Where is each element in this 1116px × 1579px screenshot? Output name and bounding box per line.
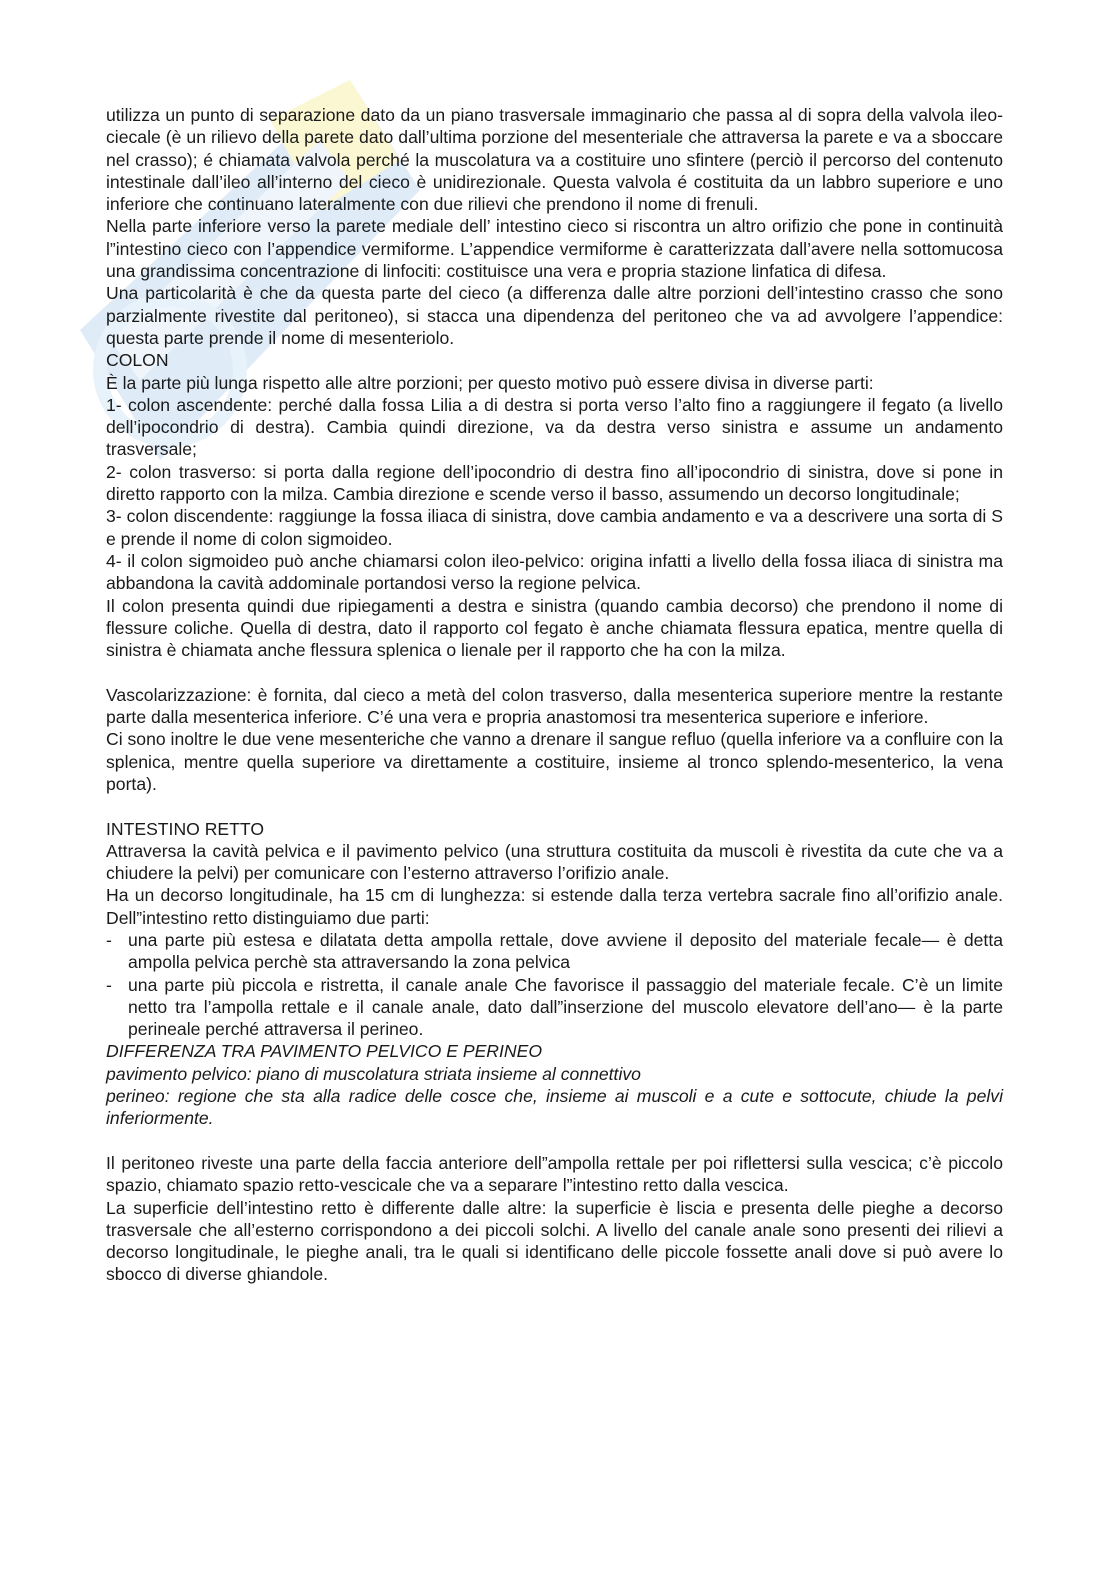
paragraph: 3- colon discendente: raggiunge la fossa iliaca di sinistra, dove cambia andamento e va a descrivere una sorta di S e prende il nome di colon sigmoideo. (106, 506, 1003, 549)
blank-line (106, 795, 1003, 817)
section-heading-colon: COLON (106, 350, 169, 371)
paragraph: 2- colon trasverso: si porta dalla regione dell’ipocondrio di destra fino all’ipocondrio di sinistra, dove si pone in diretto rapporto con la milza. Cambia direzione e scende verso il basso, assumendo un decorso longitudinale; (106, 461, 1003, 505)
paragraph: Il colon presenta quindi due ripiegamenti a destra e sinistra (quando cambia decorso) che prendono il nome di flessure coliche. Quella di destra, dato il rapporto col fegato è anche chiamata flessura epatica, mentre quella di sinistra è chiamata anche flessura splenica o lienale per il rapporto che ha con la milza. (106, 595, 1003, 661)
paragraph: Ci sono inoltre le due vene mesenteriche che vanno a drenare il sangue refluo (quella inferiore va a confluire con la splenica, mentre quella superiore va direttamente a costituire, insieme al tronco splendo-mesenterico, la vena porta). (106, 729, 1003, 794)
italic-heading: DIFFERENZA TRA PAVIMENTO PELVICO E PERINEO (106, 1041, 543, 1062)
section-heading-intestino-retto: INTESTINO RETTO (106, 818, 265, 839)
blank-line (106, 1130, 1003, 1152)
paragraph: Nella parte inferiore verso la parete mediale dell’ intestino cieco si riscontra un altro orifizio che pone in continuità l”intestino cieco con l’appendice vermiforme. L’appendice vermiforme è caratterizzata dall’avere nella sottomucosa una grandissima concentrazione di linfociti: costituisce una vera e propria stazione linfatica di difesa. (106, 216, 1003, 282)
paragraph: 1- colon ascendente: perché dalla fossa Lilia a di destra si porta verso l’alto fino a raggiungere il fegato (a livello dell’ipocondrio di destra). Cambia quindi direzione, va da destra verso sinistra e assume un andamento trasversale; (106, 394, 1003, 460)
paragraph: 4- il colon sigmoideo può anche chiamarsi colon ileo-pelvico: origina infatti a livello della fossa iliaca di sinistra ma abbandona la cavità addominale portandosi verso la regione pelvica. (106, 550, 1003, 594)
list-item: - una parte più piccola e ristretta, il canale anale Che favorisce il passaggio del materiale fecale. C’è un limite netto tra l’ampolla rettale e il canale anale, dato dall”inserzione del muscolo elevatore dell’ano— è la parte perineale perché attraversa il perineo. (106, 974, 1003, 1041)
paragraph: utilizza un punto di separazione dato da un piano trasversale immaginario che passa al di sopra della valvola ileo-ciecale (è un rilievo della parete dato dall’ultima porzione del mesenteriale che attraversa la parete e va a sboccare nel crasso); é chiamata valvola perché la muscolatura va a costituire uno sfintere (perciò il percorso del contenuto intestinale dall’ileo all’interno del cieco è unidirezionale. Questa valvola é costituita da un labbro superiore e uno inferiore che continuano lateralmente con due rilievi che prendono il nome di frenuli. (106, 105, 1003, 215)
italic-paragraph: perineo: regione che sta alla radice delle cosce che, insieme ai muscoli e a cute e sottocute, chiude la pelvi inferiormente. (106, 1086, 1003, 1129)
italic-paragraph: pavimento pelvico: piano di muscolatura striata insieme al connettivo (106, 1063, 641, 1084)
paragraph: La superficie dell’intestino retto è differente dalle altre: la superficie è liscia e presenta delle pieghe a decorso trasversale che all’esterno corrispondono a dei piccoli solchi. A livello del canale anale sono presenti dei rilievi a decorso longitudinale, le pieghe anali, tra le quali si identificano delle piccole fossette anali dove si può avere lo sbocco di diverse ghiandole. (106, 1197, 1003, 1285)
paragraph: È la parte più lunga rispetto alle altre porzioni; per questo motivo può essere divisa in diverse parti: (106, 372, 874, 393)
list-item: - una parte più estesa e dilatata detta ampolla rettale, dove avviene il deposito del materiale fecale— è detta ampolla pelvica perchè sta attraversando la zona pelvica (106, 929, 1003, 974)
paragraph: Ha un decorso longitudinale, ha 15 cm di lunghezza: si estende dalla terza vertebra sacrale fino all’orifizio anale. Dell”intestino retto distinguiamo due parti: (106, 885, 1003, 928)
paragraph: Il peritoneo riveste una parte della faccia anteriore dell”ampolla rettale per poi riflettersi sulla vescica; c’è piccolo spazio, chiamato spazio retto-vescicale che va a separare l”intestino retto dalla vescica. (106, 1152, 1003, 1196)
paragraph: Una particolarità è che da questa parte del cieco (a differenza dalle altre porzioni dell’intestino crasso che sono parzialmente rivestite dal peritoneo), si stacca una dipendenza del peritoneo che va ad avvolgere l’appendice: questa parte prende il nome di mesenteriolo. (106, 283, 1003, 348)
paragraph: Attraversa la cavità pelvica e il pavimento pelvico (una struttura costituita da muscoli è rivestita da cute che va a chiudere la pelvi) per comunicare con l’esterno attraverso l’orifizio anale. (106, 840, 1003, 884)
document-page (106, 104, 1003, 1286)
paragraph: Vascolarizzazione: è fornita, dal cieco a metà del colon trasverso, dalla mesenterica superiore mentre la restante parte dalla mesenterica inferiore. C’é una vera e propria anastomosi tra mesenterica superiore e inferiore. (106, 684, 1003, 728)
bullet-list (106, 929, 1003, 1040)
blank-line (106, 661, 1003, 683)
